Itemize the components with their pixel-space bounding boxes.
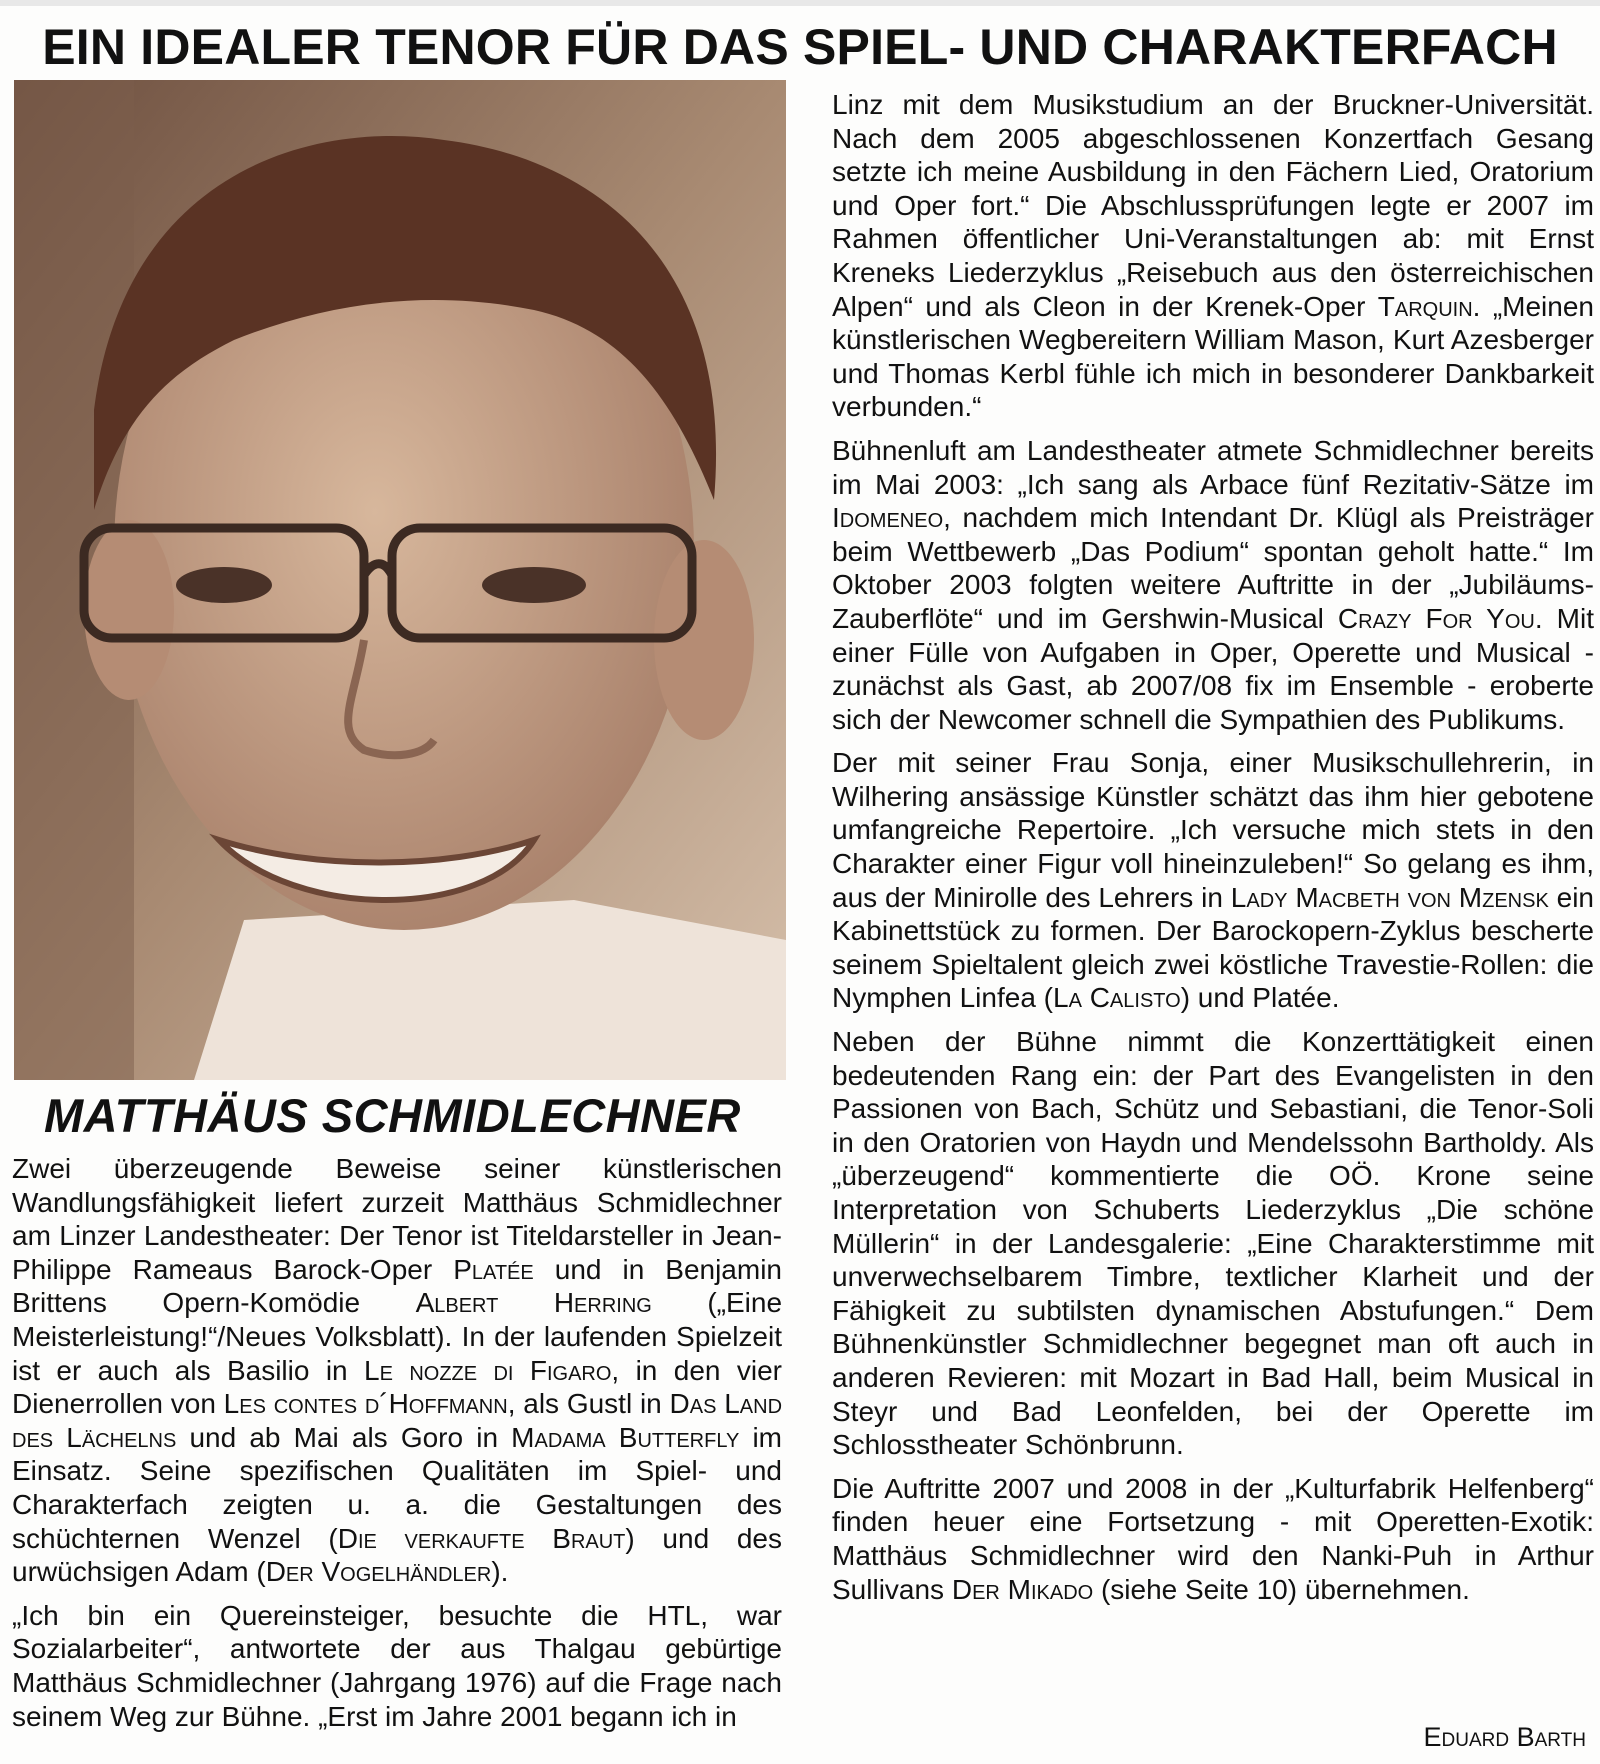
body-paragraph <box>12 1152 782 1589</box>
text-run: ) und Platée. <box>1180 982 1340 1014</box>
work-title: Crazy For You <box>1337 602 1535 634</box>
text-run: und ab Mai als Goro in <box>176 1421 512 1453</box>
work-title: La Calisto <box>1053 982 1181 1014</box>
top-rule <box>0 0 1600 6</box>
work-title: Das Land des Lächelns <box>12 1388 783 1453</box>
text-run: Der mit seiner Frau Sonja, einer Musikschullehrerin, in Wilhering ansässige Künstler schätzt das ihm hier gebotene umfangreiche Repertoire. „Ich versuche mich stets in den Charakter einer Figur voll hineinzuleben!“ So gelang es ihm, aus der Minirolle des Lehrers in <box>832 747 1594 913</box>
work-title: Le nozze di Figaro <box>364 1354 612 1386</box>
text-run: Zwei überzeugende Beweise seiner künstlerischen Wandlungsfähigkeit liefert zurzeit Matthäus Schmidlechner am Linzer Landestheater: Der Tenor ist Titeldarsteller in Jean-Philippe Rameaus Barock-Oper <box>12 1153 782 1285</box>
text-run: , in den vier Dienerrollen von <box>12 1354 782 1420</box>
text-run: Die Auftritte 2007 und 2008 in der „Kulturfabrik Helfenberg“ finden heuer eine Fortsetzung - mit Operetten-Exotik: Matthäus Schmidlechner wird den Nanki-Puh in Arthur Sullivans <box>832 1472 1594 1605</box>
person-name: MATTHÄUS SCHMIDLECHNER <box>44 1089 741 1142</box>
text-run: „Ich bin ein Quereinsteiger, besuchte die HTL, war Sozialarbeiter“, antwortete der aus Thalgau gebürtige Matthäus Schmidlechner (Jahrgang 1976) auf die Frage nach seinem Weg zur Bühne. „Erst im Jahre 2001 begann ich in <box>12 1599 782 1732</box>
right-column <box>832 88 1594 1616</box>
work-title: Platée <box>453 1253 534 1285</box>
work-title: Madama Butterfly <box>511 1421 740 1453</box>
work-title: Les contes d´Hoffmann <box>223 1388 508 1420</box>
body-paragraph <box>832 1472 1594 1606</box>
headline: EIN IDEALER TENOR FÜR DAS SPIEL- UND CHARAKTERFACH <box>42 19 1558 75</box>
work-title: Albert Herring <box>415 1287 652 1319</box>
portrait-photo <box>14 80 786 1080</box>
body-paragraph <box>832 746 1594 1015</box>
work-title: Der Vogelhändler <box>265 1556 492 1588</box>
text-run: im Einsatz. Seine spezifischen Qualitäten im Spiel- und Charakterfach zeigten u. a. die Gestaltungen des schüchternen Wenzel ( <box>12 1421 782 1554</box>
author-byline: Eduard Barth <box>1423 1722 1586 1752</box>
portrait-illustration <box>14 80 786 1080</box>
text-run: ein Kabinettstück zu formen. Der Barockopern-Zyklus bescherte seinem Spieltalent gleich zwei köstliche Travestie-Rollen: die Nymphen Linfea ( <box>832 881 1595 1014</box>
left-column <box>12 1152 782 1743</box>
text-run: , als Gustl in <box>507 1388 670 1420</box>
work-title: Tarquin <box>1377 290 1473 322</box>
text-run: („Eine Meisterleistung!“/Neues Volksblatt). In der laufenden Spielzeit ist er auch als Basilio in <box>12 1287 783 1386</box>
work-title: Idomeneo <box>832 502 944 534</box>
body-paragraph <box>832 434 1594 736</box>
text-run: (siehe Seite 10) übernehmen. <box>1093 1573 1470 1605</box>
text-run: , nachdem mich Intendant Dr. Klügl als Preisträger beim Wettbewerb „Das Podium“ spontan geholt hatte.“ Im Oktober 2003 folgten weitere Auftritte in der „Jubiläums-Zauberflöte“ und im Gershwin-Musical <box>832 502 1594 634</box>
work-title: Die verkaufte Braut <box>337 1522 626 1554</box>
work-title: Der Mikado <box>951 1573 1094 1605</box>
text-run: . Mit einer Fülle von Aufgaben in Oper, Operette und Musical - zunächst als Gast, ab 2007/08 fix im Ensemble - eroberte sich der Newcomer schnell die Sympathien des Publikums. <box>832 602 1594 735</box>
text-run: ). <box>491 1556 509 1588</box>
body-paragraph <box>12 1599 782 1733</box>
text-run: ) und des urwüchsigen Adam ( <box>12 1522 782 1588</box>
text-run: und in Benjamin Brittens Opern-Komödie <box>12 1253 783 1319</box>
text-run: Neben der Bühne nimmt die Konzerttätigkeit einen bedeutenden Rang ein: der Part des Evangelisten in den Passionen von Bach, Schütz und Sebastiani, die Tenor-Soli in den Oratorien von Haydn und Mendelssohn Bartholdy. Als „überzeugend“ kommentierte die OÖ. Krone seine Interpretation von Schuberts Liederzyklus „Die schöne Müllerin“ in der Landesgalerie: „Eine Charakterstimme mit unverwechselbarem Timbre, textlicher Klarheit und der Fähigkeit zu subtilsten dynamischen Abstufungen.“ Dem Bühnenkünstler Schmidlechner begegnet man oft auch in anderen Revieren: mit Mozart in Bad Hall, beim Musical in Steyr und Bad Leonfelden, bei der Operette im Schlosstheater Schönbrunn. <box>832 1026 1594 1461</box>
body-paragraph <box>832 88 1594 424</box>
text-run: Bühnenluft am Landestheater atmete Schmidlechner bereits im Mai 2003: „Ich sang als Arbace fünf Rezitativ-Sätze im <box>832 434 1594 500</box>
text-run: Linz mit dem Musikstudium an der Bruckner-Universität. Nach dem 2005 abgeschlossenen Konzertfach Gesang setzte ich meine Ausbildung in den Fächern Lied, Oratorium und Oper fort.“ Die Abschlussprüfungen legte er 2007 im Rahmen öffentlicher Uni-Veranstaltungen ab: mit Ernst Kreneks Liederzyklus „Reisebuch aus den österreichischen Alpen“ und als Cleon in der Krenek-Oper <box>832 89 1594 322</box>
body-paragraph <box>832 1025 1594 1462</box>
work-title: Lady Macbeth von Mzensk <box>1230 881 1549 913</box>
text-run: . „Meinen künstlerischen Wegbereitern William Mason, Kurt Azesberger und Thomas Kerbl fühle ich mich in besonderer Dankbarkeit verbunden.“ <box>832 290 1594 423</box>
